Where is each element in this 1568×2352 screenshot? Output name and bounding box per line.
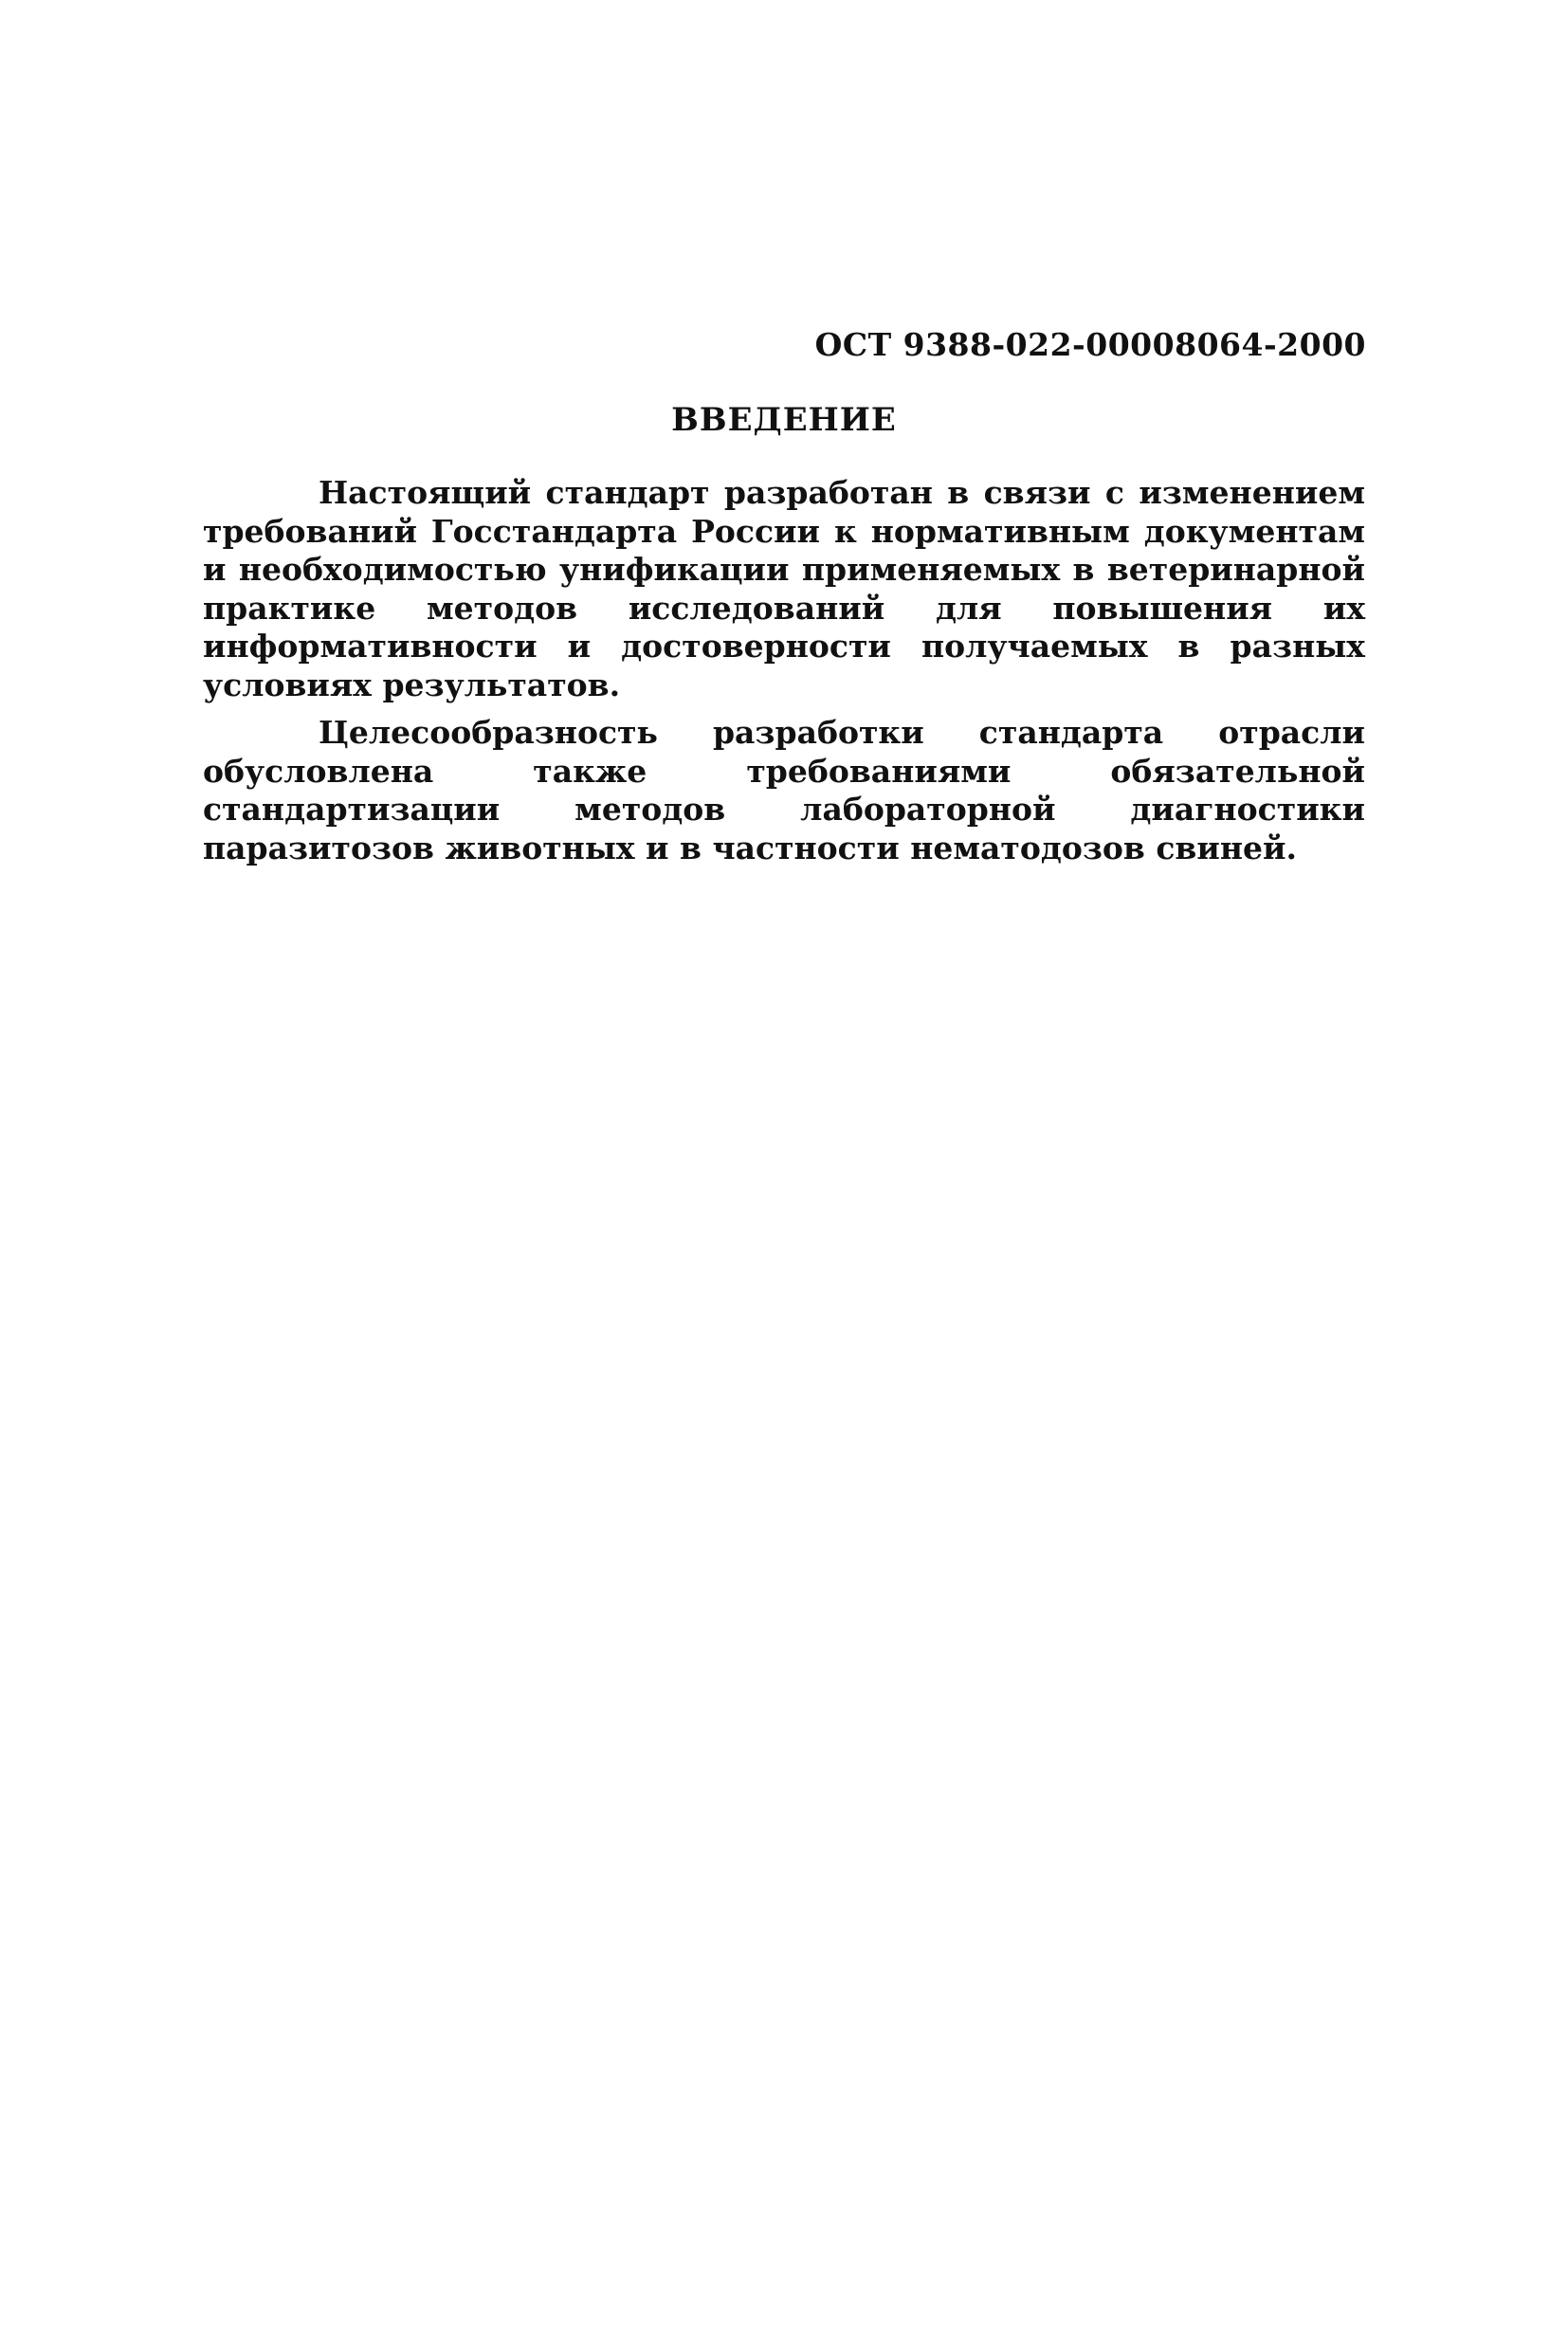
paragraph: Целесообразность разработки стандарта отрасли обусловлена также требованиями обязательной стандартизации методов лабораторной диагностики паразитозов животных и в частности нематодозов свиней.: [203, 714, 1365, 866]
section-title: ВВЕДЕНИЕ: [671, 401, 897, 439]
paragraph: Настоящий стандарт разработан в связи с изменением требований Госстандарта России к нормативным документам и необходимостью унификации применяемых в ветеринарной практике методов исследований для повышения их информативности и достоверности получаемых в разных условиях результатов.: [203, 474, 1365, 703]
document-code: ОСТ 9388-022-00008064-2000: [814, 326, 1366, 363]
section-body: [203, 474, 1365, 877]
